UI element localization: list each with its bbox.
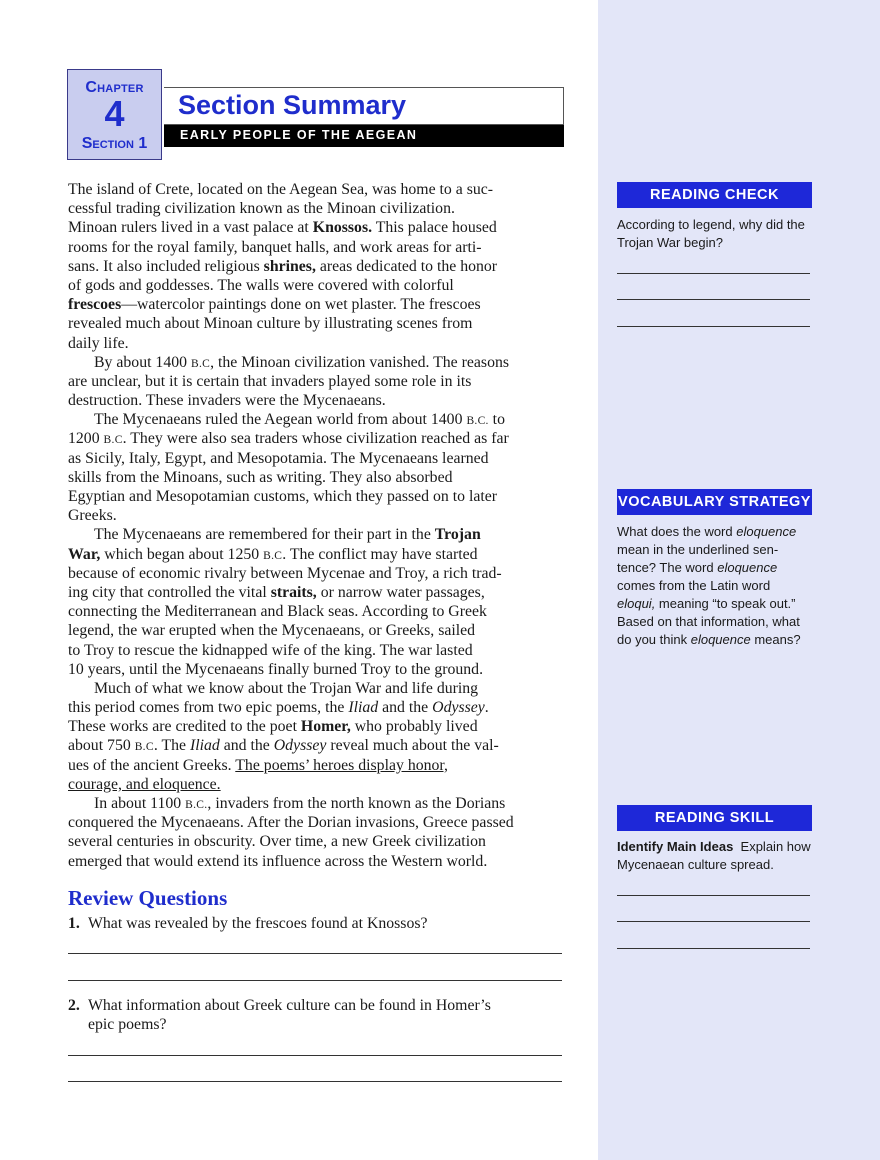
page-title: Section Summary xyxy=(178,90,407,120)
text-line: skills from the Minoans, such as writing. They also absorbed xyxy=(68,468,453,486)
chapter-number: 4 xyxy=(104,93,125,134)
text-line: Egyptian and Mesopotamian customs, which they passed on to later xyxy=(68,488,498,505)
answer-line-reading-skill[interactable] xyxy=(617,895,810,896)
vocabulary-strategy-header: VOCABULARY STRATEGY xyxy=(617,489,812,515)
vocabulary-strategy-prompt: What does the word eloquence mean in the underlined sen- tence? The word eloquence comes from the Latin word eloqui, meaning “to speak out.” Based on that information, what do you think eloquence means? xyxy=(617,524,801,647)
answer-line-q1[interactable] xyxy=(68,980,562,981)
reading-check-header: READING CHECK xyxy=(617,182,812,208)
answer-line-q2[interactable] xyxy=(68,1055,562,1056)
text-line: emerged that would extend its influence across the Western world. xyxy=(68,852,488,870)
answer-line-q2[interactable] xyxy=(68,1081,562,1082)
summary-text xyxy=(68,180,568,871)
answer-line-reading-skill[interactable] xyxy=(617,921,810,922)
term-trojan-war: Trojan xyxy=(434,526,481,544)
text-line: several centuries in obscurity. Over time, a new Greek civilization xyxy=(68,833,486,851)
subtitle-bar xyxy=(164,125,564,147)
section-label: Section 1 xyxy=(81,135,148,152)
question-2-cont: epic poems? xyxy=(88,1016,167,1033)
review-heading: Review Questions xyxy=(68,886,228,910)
text-line: as Sicily, Italy, Egypt, and Mesopotamia. The Mycenaeans learned xyxy=(68,449,489,467)
text-line: 10 years, until the Mycenaeans finally burned Troy to the ground. xyxy=(68,660,484,678)
text-line: of gods and goddesses. The walls were covered with colorful xyxy=(68,276,454,294)
text-line: frescoes—watercolor paintings done on wet plaster. The frescoes xyxy=(68,296,481,314)
text-line: legend, the war erupted when the Mycenaeans, or Greeks, sailed xyxy=(68,622,476,640)
answer-line-q1[interactable] xyxy=(68,953,562,954)
text-line: destruction. These invaders were the Mycenaeans. xyxy=(68,392,386,410)
text-line: These works are credited to the poet Homer, who probably lived xyxy=(68,718,478,736)
text-line: are unclear, but it is certain that invaders played some role in its xyxy=(68,372,472,390)
text-line: War, which began about 1250 B.C. The conflict may have started xyxy=(68,545,478,563)
text-line: The Mycenaeans are remembered for their part in the Trojan xyxy=(94,526,481,544)
question-1: 1. What was revealed by the frescoes found at Knossos? xyxy=(68,915,428,932)
text-line: The Mycenaeans ruled the Aegean world from about 1400 B.C. to xyxy=(94,411,505,429)
text-line: revealed much about Minoan culture by illustrating scenes from xyxy=(68,315,473,333)
text-line: about 750 B.C. The Iliad and the Odyssey reveal much about the val- xyxy=(68,737,499,755)
term-knossos: Knossos. xyxy=(312,219,373,237)
text-line: this period comes from two epic poems, the Iliad and the Odyssey. xyxy=(68,699,489,717)
text-line: ues of the ancient Greeks. The poems’ heroes display honor, xyxy=(68,756,448,774)
text-line: In about 1100 B.C., invaders from the north known as the Dorians xyxy=(94,795,506,812)
text-line: cessful trading civilization known as the Minoan civilization. xyxy=(68,200,455,218)
text-line: By about 1400 B.C, the Minoan civilization vanished. The reasons xyxy=(94,353,510,371)
text-line: conquered the Mycenaeans. After the Dorian invasions, Greece passed xyxy=(68,814,514,832)
text-line: ing city that controlled the vital straits, or narrow water passages, xyxy=(68,583,485,601)
chapter-badge xyxy=(67,69,162,160)
reading-skill-prompt: Identify Main Ideas Explain how Mycenaean culture spread. xyxy=(617,839,811,872)
answer-line-reading-check[interactable] xyxy=(617,299,810,300)
reading-check-prompt: According to legend, why did the Trojan War begin? xyxy=(617,217,805,250)
text-line: The island of Crete, located on the Aegean Sea, was home to a suc- xyxy=(68,181,494,198)
reading-skill-header: READING SKILL xyxy=(617,805,812,831)
question-2: 2. What information about Greek culture can be found in Homer’s xyxy=(68,997,491,1014)
text-line: sans. It also included religious shrines, areas dedicated to the honor xyxy=(68,257,498,275)
text-line: Minoan rulers lived in a vast palace at Knossos. This palace housed xyxy=(68,219,497,237)
answer-line-reading-check[interactable] xyxy=(617,273,810,274)
term-frescoes: frescoes xyxy=(68,296,122,314)
text-line: Much of what we know about the Trojan War and life during xyxy=(94,679,479,697)
text-line: daily life. xyxy=(68,334,129,352)
underlined-sentence: courage, and eloquence. xyxy=(68,775,221,793)
page-subtitle: EARLY PEOPLE OF THE AEGEAN xyxy=(180,128,418,142)
answer-line-reading-skill[interactable] xyxy=(617,948,810,949)
answer-line-reading-check[interactable] xyxy=(617,326,810,327)
chapter-label: Chapter xyxy=(85,79,144,96)
text-line: Greeks. xyxy=(68,507,117,525)
underlined-sentence: The poems’ heroes display honor, xyxy=(235,756,448,774)
text-line: connecting the Mediterranean and Black seas. According to Greek xyxy=(68,603,487,621)
term-shrines: shrines, xyxy=(263,257,316,275)
text-line xyxy=(68,775,568,794)
text-line: because of economic rivalry between Mycenae and Troy, a rich trad- xyxy=(68,564,502,582)
title-box xyxy=(164,87,564,125)
text-line: rooms for the royal family, banquet halls, and work areas for arti- xyxy=(68,238,482,256)
text-line: 1200 B.C. They were also sea traders whose civilization reached as far xyxy=(68,430,509,448)
term-homer: Homer, xyxy=(300,718,351,736)
text-line: to Troy to rescue the kidnapped wife of the king. The war lasted xyxy=(68,641,473,659)
term-straits: straits, xyxy=(270,583,317,601)
